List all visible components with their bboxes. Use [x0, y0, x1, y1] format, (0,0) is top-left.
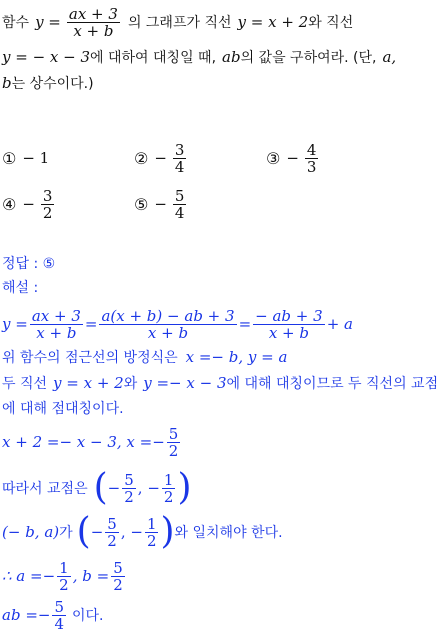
- math-expr: y =: [2, 315, 28, 333]
- final-line: [2, 596, 104, 634]
- choice-1[interactable]: [2, 138, 49, 178]
- math-expr: y =: [35, 13, 61, 31]
- choice-2[interactable]: [134, 136, 188, 180]
- denominator: x + b: [73, 21, 114, 40]
- fraction: [52, 599, 66, 632]
- denominator: x + b: [36, 323, 77, 342]
- fraction: [41, 188, 55, 221]
- math-expr: y =− x − 3: [143, 374, 227, 392]
- solution-text: 와 일치해야 한다.: [174, 525, 283, 541]
- equals-sign: =: [238, 315, 252, 333]
- choice-4[interactable]: [2, 182, 56, 226]
- fraction: [145, 516, 159, 549]
- fraction: [173, 142, 187, 175]
- answer-line: [2, 252, 55, 274]
- choice-5[interactable]: [134, 182, 188, 226]
- fraction: [253, 308, 325, 341]
- math-expr: b: [2, 74, 12, 92]
- numerator: 1: [59, 558, 69, 577]
- denominator: 2: [42, 203, 53, 222]
- choice-mark: ②: [134, 148, 149, 168]
- denominator: 2: [113, 575, 123, 594]
- fraction: [167, 426, 181, 459]
- math-expr: ab =−: [2, 606, 51, 624]
- math-expr: (− b, a): [2, 523, 60, 541]
- therefore-line: [2, 556, 127, 596]
- minus-sign: −: [90, 523, 104, 541]
- solution-text: 따라서 교점은: [2, 481, 88, 497]
- denominator: 2: [59, 575, 69, 594]
- numerator: 5: [174, 186, 185, 205]
- fraction: [162, 472, 176, 505]
- denominator: 2: [107, 531, 117, 550]
- math-expr: y = x + 2: [53, 374, 124, 392]
- fraction: [30, 308, 83, 341]
- fraction: [99, 308, 236, 341]
- minus-sign: −: [154, 195, 167, 213]
- math-expr: x + 2 =− x − 3, x =−: [2, 433, 165, 451]
- math-expr: , b =: [72, 567, 110, 585]
- choice-mark: ③: [266, 148, 281, 168]
- denominator: 2: [168, 441, 179, 460]
- question-text: 의 값을 구하여라. (단,: [240, 50, 377, 66]
- match-line: (− b, a) 가 ( − $\frac{5}{2}$ , − $\frac{1}{2}$ ) 와 일치해야 한다.: [2, 511, 283, 552]
- numerator: 5: [113, 558, 123, 577]
- numerator: 3: [174, 140, 185, 159]
- question-text: 의 그래프가 직선: [127, 15, 232, 31]
- solution-text: 두 직선: [2, 376, 48, 392]
- choice-mark: ④: [2, 194, 17, 214]
- math-expr: x =− b, y = a: [185, 348, 288, 366]
- question-text: 에 대하여 대칭일 때,: [90, 50, 217, 66]
- denominator: x + b: [268, 323, 309, 342]
- equals-sign: =: [84, 315, 98, 333]
- denominator: 4: [174, 157, 185, 176]
- answer-label: 정답 : ⑤: [2, 256, 56, 272]
- fraction: [111, 560, 125, 593]
- choice-3[interactable]: [266, 136, 320, 180]
- symmetry-line-1: [2, 372, 438, 394]
- intersection-line: 따라서 교점은 ( − $\frac{5}{2}$ , − $\frac{1}{2}$ ): [2, 467, 192, 508]
- asymptote-line: [2, 346, 287, 368]
- numerator: 1: [163, 470, 174, 489]
- solution-text: 이다.: [72, 608, 104, 624]
- solution-text: 위 함수의 점근선의 방정식은: [2, 350, 178, 366]
- fraction: [122, 472, 136, 505]
- denominator: x + b: [147, 323, 189, 342]
- denominator: 4: [54, 614, 64, 633]
- numerator: ax + 3: [68, 4, 118, 23]
- equation-1: [2, 304, 353, 344]
- separator: , −: [120, 523, 143, 541]
- math-expr: ab: [222, 48, 241, 66]
- numerator: a(x + b) − ab + 3: [101, 306, 235, 325]
- denominator: 4: [174, 203, 185, 222]
- math-expr: a,: [382, 48, 397, 66]
- numerator: 3: [42, 186, 53, 205]
- numerator: 1: [146, 514, 157, 533]
- numerator: 5: [54, 597, 64, 616]
- fraction: [57, 560, 71, 593]
- denominator: 3: [306, 157, 317, 176]
- separator: , −: [137, 479, 160, 497]
- solution-text: 에 대해 대칭이므로 두 직선의 교점: [226, 376, 438, 392]
- minus-sign: −: [286, 149, 299, 167]
- denominator: 2: [124, 487, 134, 506]
- numerator: − ab + 3: [255, 306, 323, 325]
- minus-sign: −: [22, 195, 35, 213]
- choice-value: − 1: [22, 149, 50, 167]
- question-text: 함수: [2, 15, 30, 31]
- fraction: [67, 6, 120, 39]
- choice-mark: ⑤: [134, 194, 149, 214]
- symmetry-line-2: [2, 397, 124, 419]
- fraction: [105, 516, 119, 549]
- solution-text: 에 대해 점대칭이다.: [2, 401, 124, 417]
- numerator: 4: [306, 140, 317, 159]
- math-expr: y = x + 2: [237, 13, 309, 31]
- explanation-label: 해설 :: [2, 280, 39, 296]
- math-expr: + a: [326, 315, 353, 333]
- question-line-2: [2, 46, 396, 68]
- math-expr: ∴ a =−: [2, 567, 56, 585]
- equation-2: [2, 422, 182, 462]
- denominator: 2: [163, 487, 174, 506]
- minus-sign: −: [107, 479, 121, 497]
- numerator: 5: [168, 424, 179, 443]
- denominator: 2: [146, 531, 157, 550]
- numerator: 5: [124, 470, 134, 489]
- question-line-3: [2, 72, 94, 94]
- numerator: 5: [107, 514, 117, 533]
- math-expr: y = − x − 3: [2, 48, 91, 66]
- question-line-1: [2, 2, 353, 42]
- solution-text: 가: [59, 525, 73, 541]
- question-text: 와 직선: [308, 15, 354, 31]
- minus-sign: −: [154, 149, 167, 167]
- question-text: 는 상수이다.): [11, 76, 94, 92]
- explanation-label-line: [2, 276, 38, 298]
- choice-mark: ①: [2, 148, 17, 168]
- solution-text: 와: [123, 376, 138, 392]
- fraction: [173, 188, 187, 221]
- numerator: ax + 3: [31, 306, 81, 325]
- fraction: [305, 142, 319, 175]
